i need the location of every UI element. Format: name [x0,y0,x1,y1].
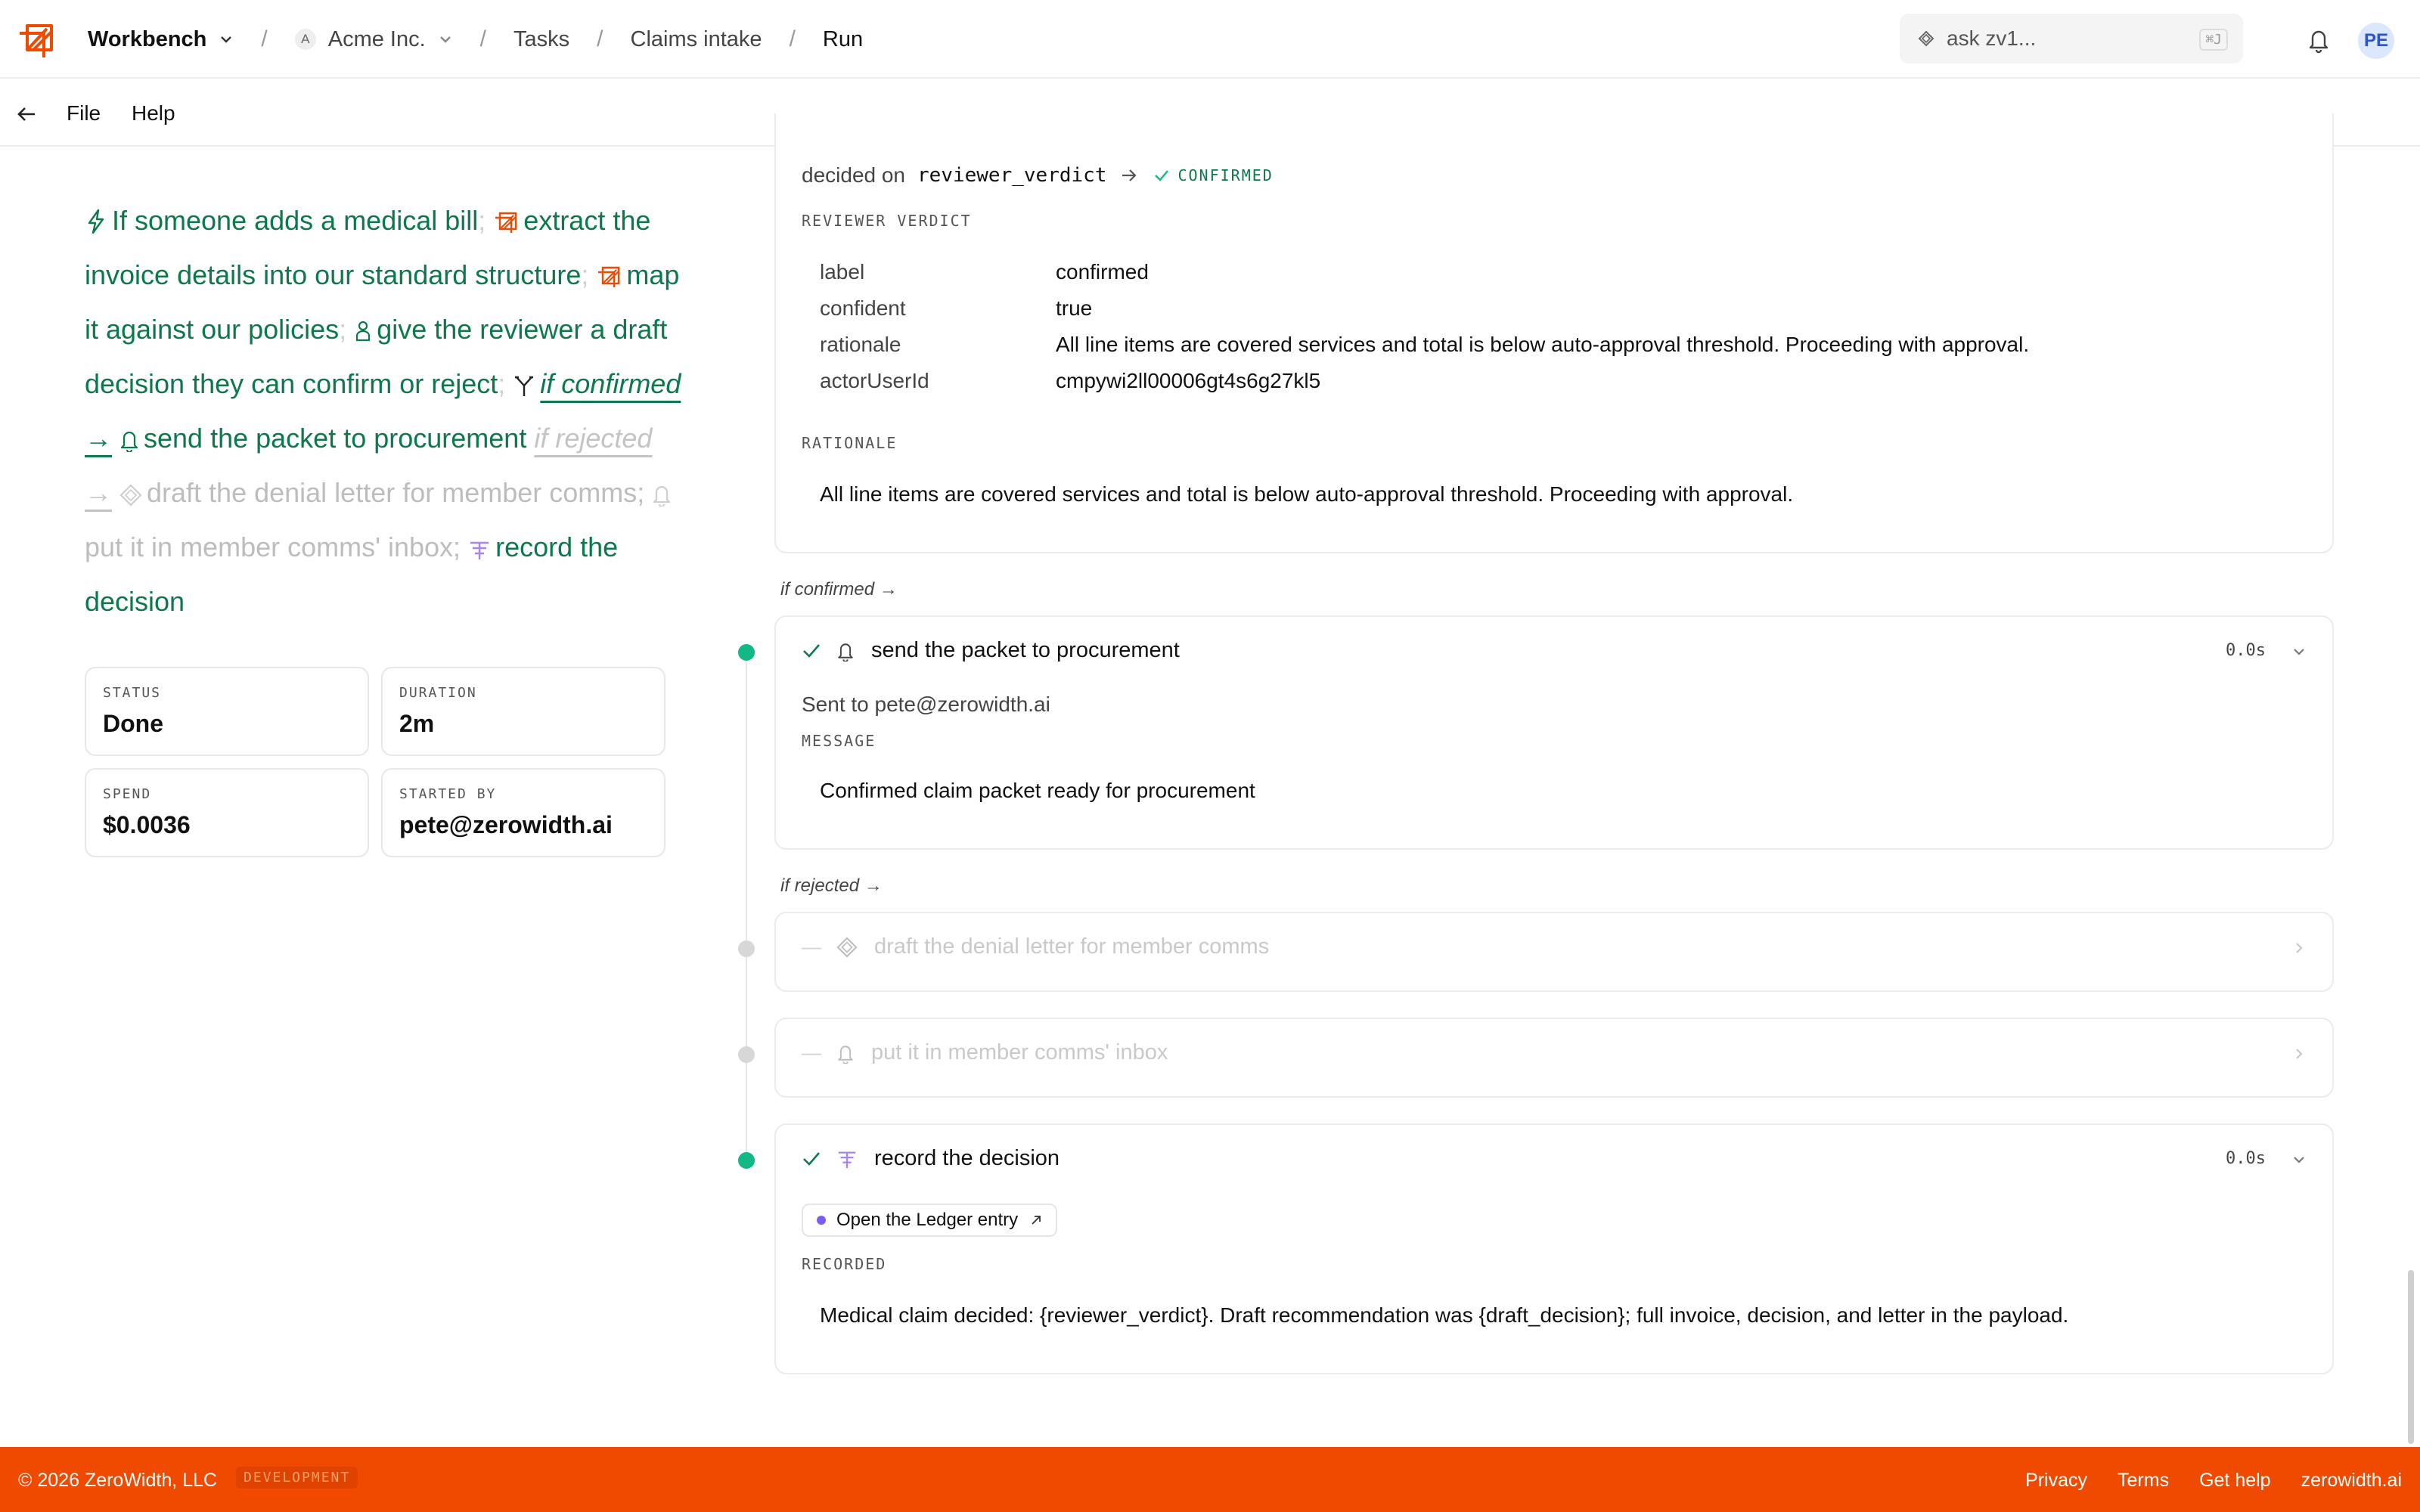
check-icon [802,641,821,661]
chevron-down-icon[interactable] [2291,1152,2307,1167]
bell-icon [652,482,672,507]
recorded-label: RECORDED [802,1255,887,1273]
verdict-value: confirmed [1056,260,1149,284]
breadcrumb-tasks[interactable]: Tasks [513,26,570,51]
arrow-left-icon[interactable] [15,103,38,125]
step-header [802,1146,1060,1171]
step-title: draft the denial letter for member comms [874,934,1270,959]
story-draft: draft the denial letter for member comms [147,477,638,508]
zerowidth-logo-icon[interactable] [17,20,59,60]
ask-search-input[interactable] [1900,14,2243,64]
story-send: send the packet to procurement [144,423,527,454]
verdict-value: All line items are covered services and total is below auto-approval threshold. Proceeding with approval. [1056,333,2030,356]
ledger-icon [836,1148,858,1170]
reviewer-verdict-card [774,113,2334,553]
org-switcher[interactable] [295,27,453,52]
reviewer-verdict-label: REVIEWER VERDICT [802,212,972,230]
org-avatar: A [295,29,316,50]
step-status-dot [738,644,755,661]
chevron-right-icon[interactable] [2291,1046,2307,1061]
footer [0,1447,2420,1512]
copyright: © 2026 ZeroWidth, LLC [18,1470,217,1491]
breadcrumb-separator: / [789,26,796,51]
step-send-to-procurement[interactable] [774,615,2334,850]
recorded-text: Medical claim decided: {reviewer_verdict}. Draft recommendation was {draft_decision}; full invoice, decision, and letter in the payload. [820,1303,2069,1327]
step-header [802,1040,1168,1065]
decided-on-line [802,163,1274,187]
message-text: Confirmed claim packet ready for procurement [820,779,1255,802]
branch-icon [513,373,535,398]
story-trigger: If someone adds a medical bill [112,205,479,236]
step-draft-denial-letter[interactable] [774,912,2334,992]
chevron-down-icon[interactable] [2291,644,2307,659]
step-member-comms-inbox[interactable] [774,1018,2334,1098]
bell-icon [836,1043,855,1064]
extract-cube-icon [493,209,519,234]
ledger-icon [468,538,491,561]
stat-status [85,667,369,756]
story-separator: ; [453,531,461,562]
menu-help[interactable]: Help [132,101,175,125]
stat-spend [85,768,369,857]
check-icon [802,1149,821,1169]
breadcrumb-claims-intake[interactable]: Claims intake [630,26,762,51]
rationale-text: All line items are covered services and total is below auto-approval threshold. Proceeding with approval. [820,482,1794,506]
step-status-dot [738,1152,755,1169]
step-status-dot [738,1046,755,1063]
map-cube-icon [596,263,622,289]
menu-file[interactable]: File [67,101,101,125]
story-separator: ; [581,259,589,290]
chevron-right-icon[interactable] [2291,940,2307,956]
bell-icon [836,640,855,662]
story-separator: ; [478,205,486,236]
step-title: record the decision [874,1146,1060,1170]
top-bar [0,0,2420,79]
verdict-key: confident [820,296,906,320]
step-title: put it in member comms' inbox [871,1040,1168,1064]
diamond-sparkle-icon [836,937,858,958]
step-duration: 0.0s [2226,1149,2266,1168]
sent-to-text: Sent to pete@zerowidth.ai [802,692,1050,716]
stat-status-label: STATUS [103,685,162,701]
open-ledger-entry-link[interactable] [802,1204,1057,1237]
footer-privacy-link[interactable]: Privacy [2025,1470,2088,1491]
workspace-switcher[interactable] [88,27,234,52]
breadcrumb [88,0,863,79]
footer-site-link[interactable]: zerowidth.ai [2301,1470,2402,1491]
diamond-sparkle-icon [1918,30,1934,47]
step-header [802,934,1269,959]
org-name: Acme Inc. [327,26,426,51]
external-arrow-icon [1030,1214,1042,1226]
user-avatar[interactable]: PE [2358,23,2394,59]
notifications-bell-icon[interactable] [2304,24,2334,54]
scrollbar-thumb[interactable] [2408,1270,2414,1444]
story-map: map it against our policies [85,259,680,345]
stat-started-label: STARTED BY [399,786,497,802]
timeline-line [746,650,747,1164]
skipped-dash-icon: — [802,1041,821,1064]
breadcrumb-separator: / [479,26,487,51]
check-icon [1153,167,1170,184]
search-shortcut: ⌘J [2199,29,2228,51]
lightning-icon [85,209,107,234]
step-duration: 0.0s [2226,641,2266,660]
workflow-story [85,194,682,629]
verdict-key: rationale [820,333,901,356]
verdict-value: cmpywi2ll00006gt4s6g27kl5 [1056,369,1321,392]
ledger-link-label: Open the Ledger entry [836,1210,1019,1230]
footer-help-link[interactable]: Get help [2199,1470,2271,1491]
skipped-dash-icon: — [802,935,821,958]
ledger-dot-icon [817,1216,826,1225]
verdict-value: true [1056,296,1093,320]
stat-spend-label: SPEND [103,786,152,802]
stat-duration-value: 2m [399,710,435,737]
stat-duration [381,667,666,756]
story-separator: ; [339,314,347,345]
branch-if-confirmed: if confirmed → [780,579,898,600]
stat-status-value: Done [103,710,163,737]
person-icon [354,319,372,343]
step-title: send the packet to procurement [871,638,1180,662]
message-label: MESSAGE [802,732,876,750]
stat-started-by [381,768,666,857]
breadcrumb-separator: / [597,26,603,51]
workspace-name: Workbench [88,26,207,51]
story-inbox: put it in member comms' inbox [85,531,454,562]
story-separator: ; [637,477,645,508]
bell-icon [119,428,139,452]
diamond-sparkle-icon [119,484,142,507]
footer-links [1995,1470,2402,1492]
decided-field: reviewer_verdict [917,164,1107,187]
footer-terms-link[interactable]: Terms [2118,1470,2170,1491]
breadcrumb-separator: / [261,26,268,51]
story-separator: ; [498,368,506,399]
breadcrumb-run: Run [822,26,864,51]
environment-badge: DEVELOPMENT [236,1467,358,1489]
chevron-down-icon [438,32,453,47]
branch-if-rejected: if rejected → [780,875,883,896]
stat-duration-label: DURATION [399,685,477,701]
verdict-key: actorUserId [820,369,929,392]
story-if-rejected[interactable]: if rejected → [85,423,653,508]
decided-result-badge: CONFIRMED [1177,166,1274,184]
step-status-dot [738,940,755,957]
step-header [802,638,1180,663]
story-extract: extract the invoice details into our standard structure [85,205,651,290]
stat-spend-value: $0.0036 [103,811,191,838]
stat-started-value: pete@zerowidth.ai [399,811,613,838]
verdict-key: label [820,260,865,284]
story-if-confirmed[interactable]: if confirmed → [85,368,681,454]
arrow-right-icon [1120,166,1138,184]
rationale-label: RATIONALE [802,434,898,452]
search-placeholder: ask zv1... [1947,26,2037,50]
story-record: record the decision [85,531,619,617]
story-review: give the reviewer a draft decision they can confirm or reject [85,314,668,399]
chevron-down-icon [219,32,234,47]
step-record-decision[interactable] [774,1123,2334,1374]
decided-prefix: decided on [802,163,906,187]
